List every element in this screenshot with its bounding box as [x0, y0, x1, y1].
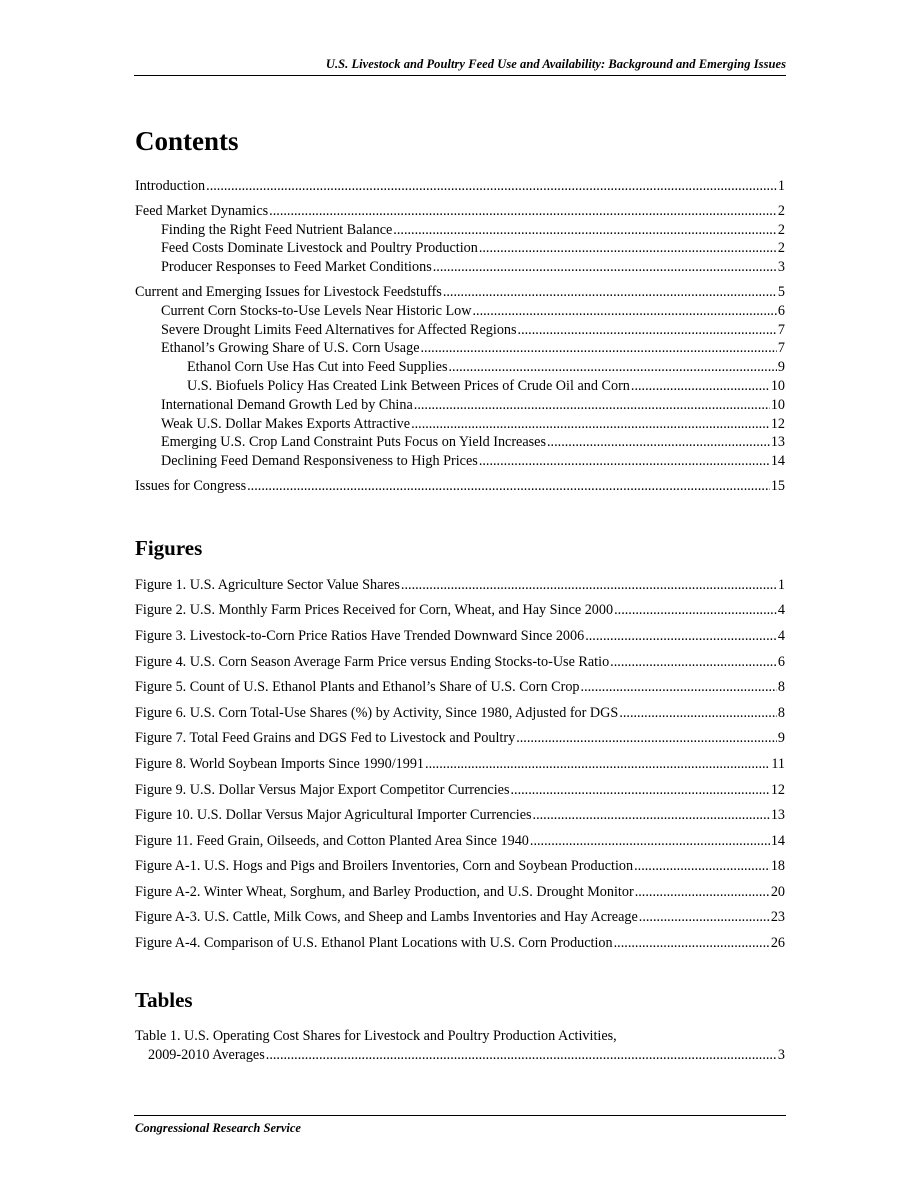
toc-entry-page: 7 [777, 321, 785, 338]
toc-figure-entry-title: Figure 3. Livestock-to-Corn Price Ratios Have Trended Downward Since 2006 [135, 627, 585, 644]
dot-leader [425, 755, 770, 774]
dot-leader [479, 452, 770, 471]
toc-entry-page: 15 [770, 477, 785, 494]
toc-figure-entry-page: 26 [770, 935, 785, 952]
dot-leader [269, 202, 777, 221]
toc-entry[interactable] [135, 415, 785, 434]
dot-leader [635, 883, 770, 902]
dot-leader [421, 339, 777, 358]
dot-leader [414, 396, 770, 415]
toc-entry-page: 1 [777, 178, 785, 194]
toc-figure-entry[interactable] [135, 627, 785, 646]
toc-figure-entry[interactable] [135, 653, 785, 672]
toc-figure-entry-title: Figure 11. Feed Grain, Oilseeds, and Cotton Planted Area Since 1940 [135, 832, 529, 849]
dot-leader [393, 221, 777, 240]
dot-leader [479, 239, 777, 258]
toc-figure-entry[interactable] [135, 908, 785, 927]
toc-entry[interactable] [135, 283, 785, 302]
toc-entry-title: Severe Drought Limits Feed Alternatives for Affected Regions [161, 321, 517, 338]
toc-entry-title: U.S. Biofuels Policy Has Created Link Between Prices of Crude Oil and Corn [187, 377, 630, 394]
toc-entry[interactable] [135, 358, 785, 377]
dot-leader [547, 433, 770, 452]
toc-figure-entry-page: 4 [777, 627, 785, 644]
table-entry-title-line1: Table 1. U.S. Operating Cost Shares for Livestock and Poultry Production Activities, [135, 1027, 617, 1044]
toc-entry-page: 10 [770, 396, 785, 413]
toc-figure-entry[interactable] [135, 678, 785, 697]
toc-figure-entry-page: 1 [777, 576, 785, 593]
toc-figure-entry-page: 23 [770, 909, 785, 926]
toc-entry-title: International Demand Growth Led by China [161, 396, 413, 413]
toc-entry-page: 10 [770, 377, 785, 394]
toc-entry[interactable] [135, 258, 785, 277]
toc-entry-title: Declining Feed Demand Responsiveness to High Prices [161, 453, 478, 470]
dot-leader [533, 806, 770, 825]
toc-figure-entry[interactable] [135, 883, 785, 902]
toc-entry-page: 2 [777, 221, 785, 238]
toc-entry-title: Current Corn Stocks-to-Use Levels Near Historic Low [161, 302, 472, 319]
toc-entry[interactable] [135, 477, 785, 496]
toc-entry-title: Emerging U.S. Crop Land Constraint Puts Focus on Yield Increases [161, 434, 546, 451]
toc-entry[interactable] [135, 433, 785, 452]
dot-leader [614, 601, 777, 620]
contents-list [135, 177, 785, 496]
dot-leader [448, 358, 776, 377]
toc-figure-entry-page: 6 [777, 653, 785, 670]
dot-leader [206, 177, 777, 196]
toc-entry-page: 7 [777, 340, 785, 357]
toc-figure-entry-page: 8 [777, 679, 785, 696]
toc-entry[interactable] [135, 239, 785, 258]
toc-figure-entry-page: 8 [777, 704, 785, 721]
toc-entry-title: Feed Costs Dominate Livestock and Poultry Production [161, 240, 478, 257]
toc-figure-entry-title: Figure A-4. Comparison of U.S. Ethanol Plant Locations with U.S. Corn Production [135, 935, 613, 952]
dot-leader [443, 283, 777, 302]
toc-figure-entry-title: Figure A-2. Winter Wheat, Sorghum, and Barley Production, and U.S. Drought Monitor [135, 883, 634, 900]
toc-figure-entry-title: Figure 1. U.S. Agriculture Sector Value Shares [135, 576, 400, 593]
toc-entry-page: 12 [770, 415, 785, 432]
toc-figure-entry-title: Figure 10. U.S. Dollar Versus Major Agricultural Importer Currencies [135, 807, 532, 824]
footer-rule [134, 1115, 786, 1116]
toc-entry[interactable] [135, 221, 785, 240]
toc-figure-entry-page: 4 [777, 602, 785, 619]
toc-figure-entry-page: 9 [777, 730, 785, 747]
dot-leader [266, 1046, 777, 1065]
figures-heading: Figures [135, 535, 203, 560]
toc-figure-entry[interactable] [135, 806, 785, 825]
toc-figure-entry-title: Figure 2. U.S. Monthly Farm Prices Received for Corn, Wheat, and Hay Since 2000 [135, 602, 614, 619]
toc-figure-entry-page: 12 [770, 781, 785, 798]
toc-figure-entry[interactable] [135, 934, 785, 953]
toc-entry-page: 14 [770, 453, 785, 470]
dot-leader [516, 729, 777, 748]
dot-leader [581, 678, 777, 697]
toc-figure-entry-title: Figure A-3. U.S. Cattle, Milk Cows, and Sheep and Lambs Inventories and Hay Acreage [135, 909, 638, 926]
toc-table-entry[interactable] [135, 1027, 785, 1065]
toc-entry-title: Introduction [135, 178, 206, 194]
dot-leader [510, 781, 769, 800]
toc-figure-entry[interactable] [135, 755, 785, 774]
contents-section [135, 123, 785, 496]
toc-entry-title: Producer Responses to Feed Market Conditions [161, 259, 432, 276]
dot-leader [401, 576, 777, 595]
toc-entry[interactable] [135, 452, 785, 471]
toc-figure-entry[interactable] [135, 857, 785, 876]
toc-entry-page: 2 [777, 240, 785, 257]
toc-entry-title: Ethanol’s Growing Share of U.S. Corn Usage [161, 340, 420, 357]
toc-entry-page: 13 [770, 434, 785, 451]
toc-figure-entry-title: Figure 5. Count of U.S. Ethanol Plants and Ethanol’s Share of U.S. Corn Crop [135, 679, 580, 696]
toc-entry-title: Finding the Right Feed Nutrient Balance [161, 221, 393, 238]
toc-entry-title: Feed Market Dynamics [135, 202, 269, 219]
toc-figure-entry[interactable] [135, 601, 785, 620]
toc-figure-entry-page: 13 [770, 807, 785, 824]
toc-figure-entry[interactable] [135, 781, 785, 800]
toc-figure-entry-title: Figure 7. Total Feed Grains and DGS Fed to Livestock and Poultry [135, 730, 516, 747]
toc-entry-page: 9 [777, 359, 785, 376]
toc-entry-page: 5 [777, 283, 785, 300]
dot-leader [639, 908, 770, 927]
toc-figure-entry-page: 20 [770, 883, 785, 900]
toc-figure-entry[interactable] [135, 576, 785, 595]
toc-entry-page: 3 [777, 259, 785, 276]
dot-leader [610, 653, 777, 672]
figures-list [135, 576, 785, 953]
toc-figure-entry-page: 18 [770, 858, 785, 875]
table-entry-title-line2: 2009-2010 Averages [148, 1046, 265, 1063]
page-body [135, 123, 785, 1064]
toc-figure-entry[interactable] [135, 729, 785, 748]
footer-agency: Congressional Research Service [135, 1121, 301, 1135]
toc-entry-title: Issues for Congress [135, 477, 247, 494]
tables-section [135, 986, 785, 1065]
table-entry-page: 3 [777, 1046, 785, 1063]
tables-heading: Tables [135, 987, 193, 1012]
toc-entry-title: Ethanol Corn Use Has Cut into Feed Supplies [187, 359, 448, 376]
dot-leader [585, 627, 777, 646]
toc-figure-entry-title: Figure 9. U.S. Dollar Versus Major Export Competitor Currencies [135, 781, 510, 798]
toc-figure-entry[interactable] [135, 832, 785, 851]
tables-list [135, 1027, 785, 1065]
running-header: U.S. Livestock and Poultry Feed Use and Availability: Background and Emerging Issues [325, 57, 786, 71]
toc-entry[interactable] [135, 396, 785, 415]
contents-heading: Contents [135, 126, 239, 156]
dot-leader [247, 477, 770, 496]
toc-figure-entry-title: Figure 8. World Soybean Imports Since 1990/1991 [135, 755, 425, 772]
toc-entry-title: Weak U.S. Dollar Makes Exports Attractive [161, 415, 411, 432]
toc-entry[interactable] [135, 202, 785, 221]
dot-leader [631, 377, 770, 396]
toc-entry[interactable] [135, 377, 785, 396]
dot-leader [411, 415, 770, 434]
toc-figure-entry-title: Figure 4. U.S. Corn Season Average Farm Price versus Ending Stocks-to-Use Ratio [135, 653, 610, 670]
toc-figure-entry-title: Figure A-1. U.S. Hogs and Pigs and Broilers Inventories, Corn and Soybean Production [135, 858, 634, 875]
dot-leader [530, 832, 770, 851]
dot-leader [634, 857, 770, 876]
toc-entry[interactable] [135, 339, 785, 358]
dot-leader [433, 258, 777, 277]
toc-entry[interactable] [135, 177, 785, 196]
dot-leader [619, 704, 777, 723]
figures-section [135, 534, 785, 953]
dot-leader [472, 302, 776, 321]
toc-figure-entry[interactable] [135, 704, 785, 723]
toc-entry[interactable] [135, 302, 785, 321]
toc-entry-title: Current and Emerging Issues for Livestock Feedstuffs [135, 283, 442, 300]
toc-entry-page: 6 [777, 302, 785, 319]
toc-entry-page: 2 [777, 202, 785, 219]
toc-figure-entry-page: 11 [771, 755, 785, 772]
toc-figure-entry-title: Figure 6. U.S. Corn Total-Use Shares (%) by Activity, Since 1980, Adjusted for DGS [135, 704, 619, 721]
header-rule [134, 75, 786, 76]
toc-entry[interactable] [135, 321, 785, 340]
dot-leader [518, 321, 777, 340]
toc-figure-entry-page: 14 [770, 832, 785, 849]
table-entry-continuation [135, 1046, 785, 1065]
dot-leader [614, 934, 770, 953]
